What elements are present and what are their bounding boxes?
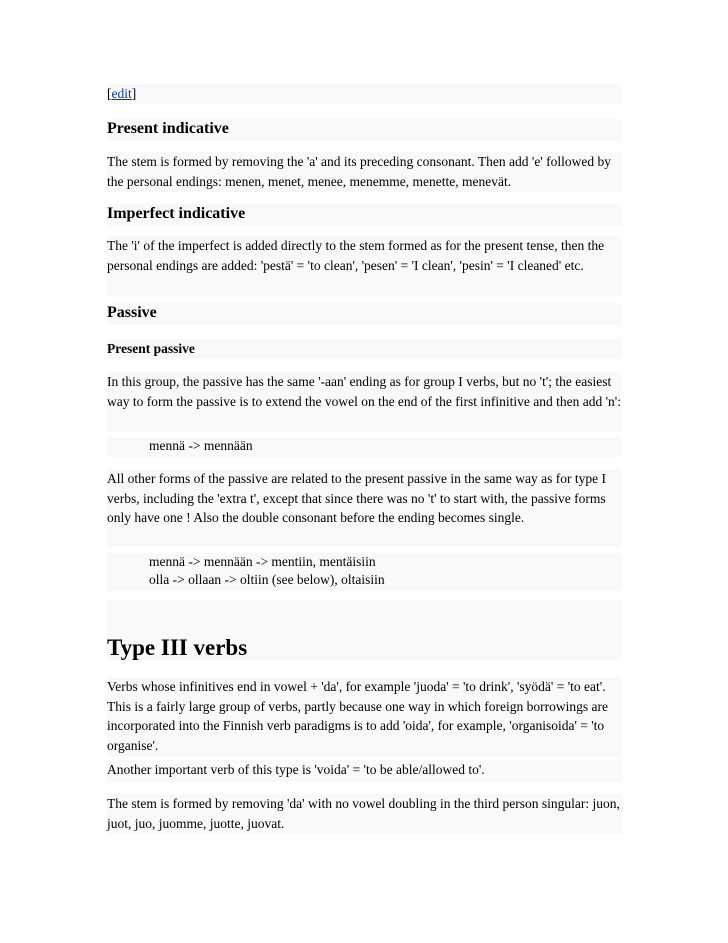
present-passive-text-block bbox=[107, 372, 622, 432]
passive-heading-block bbox=[107, 303, 622, 325]
edit-link[interactable]: edit bbox=[111, 86, 132, 101]
passive-example-2 bbox=[107, 553, 622, 589]
present-passive-heading: Present passive bbox=[107, 341, 195, 356]
passive-example-1-block bbox=[107, 437, 622, 457]
code-line: mennä -> mennään bbox=[149, 438, 253, 453]
code-line: olla -> ollaan -> oltiin (see below), oltaisiin bbox=[149, 572, 385, 587]
voida-text: Another important verb of this type is 'voida' = 'to be able/allowed to'. bbox=[107, 762, 485, 777]
code-line: mennä -> mennään -> mentiin, mentäisiin bbox=[149, 554, 376, 569]
passive-example-2-block bbox=[107, 553, 622, 591]
type-iii-verbs-heading: Type III verbs bbox=[107, 635, 248, 660]
type-iii-stem-text-block bbox=[107, 794, 622, 834]
present-indicative-text: The stem is formed by removing the 'a' and its preceding consonant. Then add 'e' followed by the personal endings: menen, menet, menee, menemme, menette, menevät. bbox=[107, 154, 611, 189]
type-iii-intro-text: Verbs whose infinitives end in vowel + 'da', for example 'juoda' = 'to drink', 'syödä' = 'to eat'. This is a fairly large group of verbs, partly because one way in which foreign borrowings are incorporated into the Finnish verb paradigms is to add 'oida', for example, 'organisoida' = 'to organise'. bbox=[107, 679, 608, 753]
imperfect-indicative-text-block bbox=[107, 236, 622, 296]
present-passive-heading-block bbox=[107, 339, 622, 359]
passive-example-1 bbox=[107, 437, 622, 455]
present-indicative-heading-block bbox=[107, 119, 622, 141]
type-iii-stem-text: The stem is formed by removing 'da' with no vowel doubling in the third person singular: juon, juot, juo, juomme, juotte, juovat. bbox=[107, 796, 620, 831]
passive-forms-text-block bbox=[107, 469, 622, 547]
present-indicative-text-block bbox=[107, 152, 622, 192]
type-iii-intro-block bbox=[107, 677, 622, 757]
passive-forms-text: All other forms of the passive are related to the present passive in the same way as for type I verbs, including the 'extra t', except that since there was no 't' to start with, the passive forms only have one ! Also the double consonant before the ending becomes single. bbox=[107, 471, 606, 525]
voida-text-block bbox=[107, 760, 622, 782]
edit-section bbox=[107, 84, 622, 104]
present-passive-text: In this group, the passive has the same '-aan' ending as for group I verbs, but no 't'; the easiest way to form the passive is to extend the vowel on the end of the first infinitive and then add 'n': bbox=[107, 374, 621, 409]
imperfect-indicative-heading: Imperfect indicative bbox=[107, 205, 246, 222]
present-indicative-heading: Present indicative bbox=[107, 120, 229, 137]
edit-open-bracket: [ bbox=[107, 86, 112, 101]
edit-close-bracket: ] bbox=[131, 86, 137, 101]
imperfect-indicative-heading-block bbox=[107, 204, 622, 226]
edit-section-link-row bbox=[107, 84, 622, 104]
type-iii-heading-block bbox=[107, 600, 622, 660]
imperfect-indicative-text: The 'i' of the imperfect is added directly to the stem formed as for the present tense, then the personal endings are added: 'pestä' = 'to clean', 'pesen' = 'I clean', 'pesin' = 'I cleaned' etc. bbox=[107, 238, 605, 273]
passive-heading: Passive bbox=[107, 304, 157, 321]
